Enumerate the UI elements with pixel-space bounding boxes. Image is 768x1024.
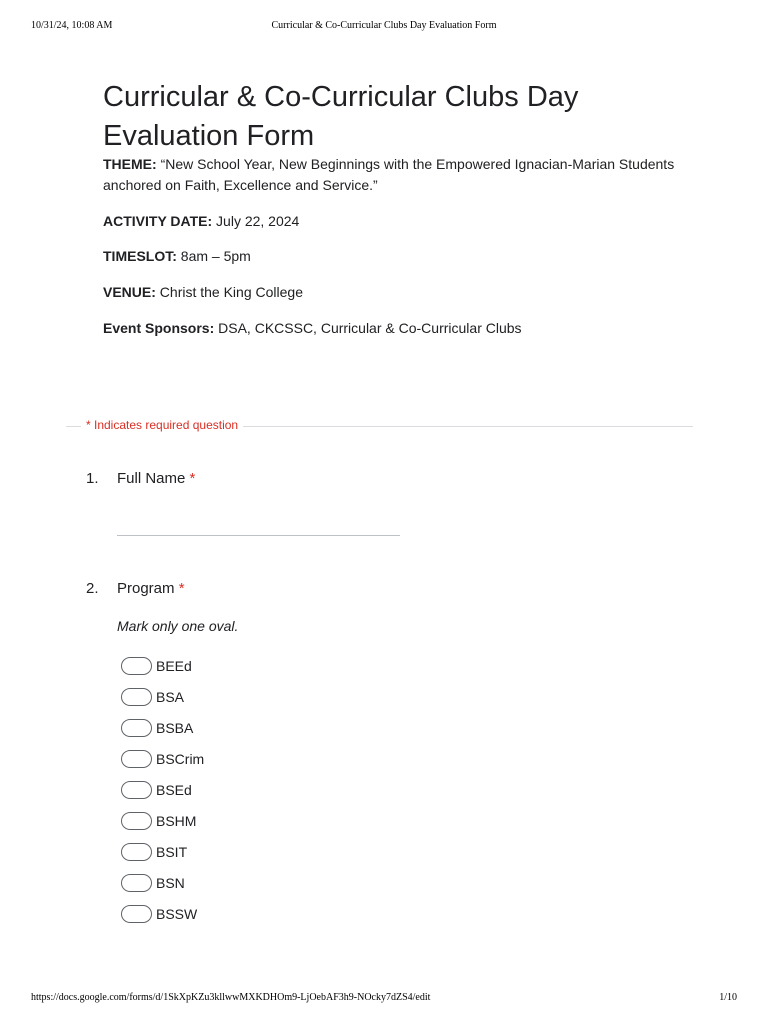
question-number: 1. [86, 470, 99, 487]
radio-oval[interactable] [121, 905, 152, 923]
activity-date-value: July 22, 2024 [216, 213, 300, 229]
program-option-bsa[interactable] [121, 686, 321, 708]
option-label: BSSW [156, 906, 198, 922]
required-asterisk: * [189, 470, 196, 487]
theme-value: “New School Year, New Beginnings with the Empowered Ignacian-Marian Students anchored on Faith, Excellence and Service.” [103, 156, 675, 193]
radio-oval[interactable] [121, 781, 152, 799]
required-asterisk: * [178, 580, 185, 597]
form-title: Curricular & Co-Curricular Clubs Day Evaluation Form [103, 81, 579, 152]
print-header [31, 20, 737, 34]
question-instruction: Mark only one oval. [117, 618, 239, 634]
activity-date-label: ACTIVITY DATE: [103, 213, 213, 229]
activity-date-line [103, 211, 703, 232]
sponsors-label: Event Sponsors: [103, 320, 215, 336]
program-option-beed[interactable] [121, 655, 321, 677]
program-option-bsed[interactable] [121, 779, 321, 801]
program-option-bshm[interactable] [121, 810, 321, 832]
timeslot-line [103, 246, 703, 267]
radio-oval[interactable] [121, 750, 152, 768]
venue-line [103, 282, 703, 303]
print-datetime: 10/31/24, 10:08 AM [31, 20, 113, 31]
program-option-bscrim[interactable] [121, 748, 321, 770]
timeslot-value: 8am – 5pm [180, 248, 251, 264]
option-label: BEEd [156, 658, 192, 674]
sponsors-line [103, 318, 703, 339]
page-number: 1/10 [719, 992, 737, 1003]
question-label: Full Name [117, 470, 186, 487]
question-label: Program [117, 580, 175, 597]
venue-value: Christ the King College [159, 284, 303, 300]
program-option-bsit[interactable] [121, 841, 321, 863]
radio-oval[interactable] [121, 688, 152, 706]
theme-label: THEME: [103, 156, 157, 172]
question-number: 2. [86, 580, 99, 597]
print-footer [31, 992, 737, 1006]
radio-oval[interactable] [121, 812, 152, 830]
question-full-name-label [117, 470, 195, 487]
venue-label: VENUE: [103, 284, 156, 300]
timeslot-label: TIMESLOT: [103, 248, 177, 264]
program-option-bsn[interactable] [121, 872, 321, 894]
radio-oval[interactable] [121, 719, 152, 737]
question-program-label [117, 580, 185, 597]
option-label: BSEd [156, 782, 192, 798]
option-label: BSHM [156, 813, 197, 829]
print-title: Curricular & Co-Curricular Clubs Day Evaluation Form [271, 20, 497, 31]
full-name-field[interactable] [117, 535, 400, 536]
option-label: BSBA [156, 720, 194, 736]
radio-oval[interactable] [121, 874, 152, 892]
option-label: BSA [156, 689, 185, 705]
sponsors-value: DSA, CKCSSC, Curricular & Co-Curricular Clubs [218, 320, 522, 336]
option-label: BSIT [156, 844, 188, 860]
program-option-bssw[interactable] [121, 903, 321, 925]
required-note: * Indicates required question [81, 417, 243, 433]
theme-line [103, 154, 703, 196]
program-option-bsba[interactable] [121, 717, 321, 739]
option-label: BSN [156, 875, 185, 891]
option-label: BSCrim [156, 751, 205, 767]
print-url: https://docs.google.com/forms/d/1SkXpKZu3kllwwMXKDHOm9-LjOebAF3h9-NOcky7dZS4/edit [31, 992, 431, 1003]
radio-oval[interactable] [121, 843, 152, 861]
radio-oval[interactable] [121, 657, 152, 675]
